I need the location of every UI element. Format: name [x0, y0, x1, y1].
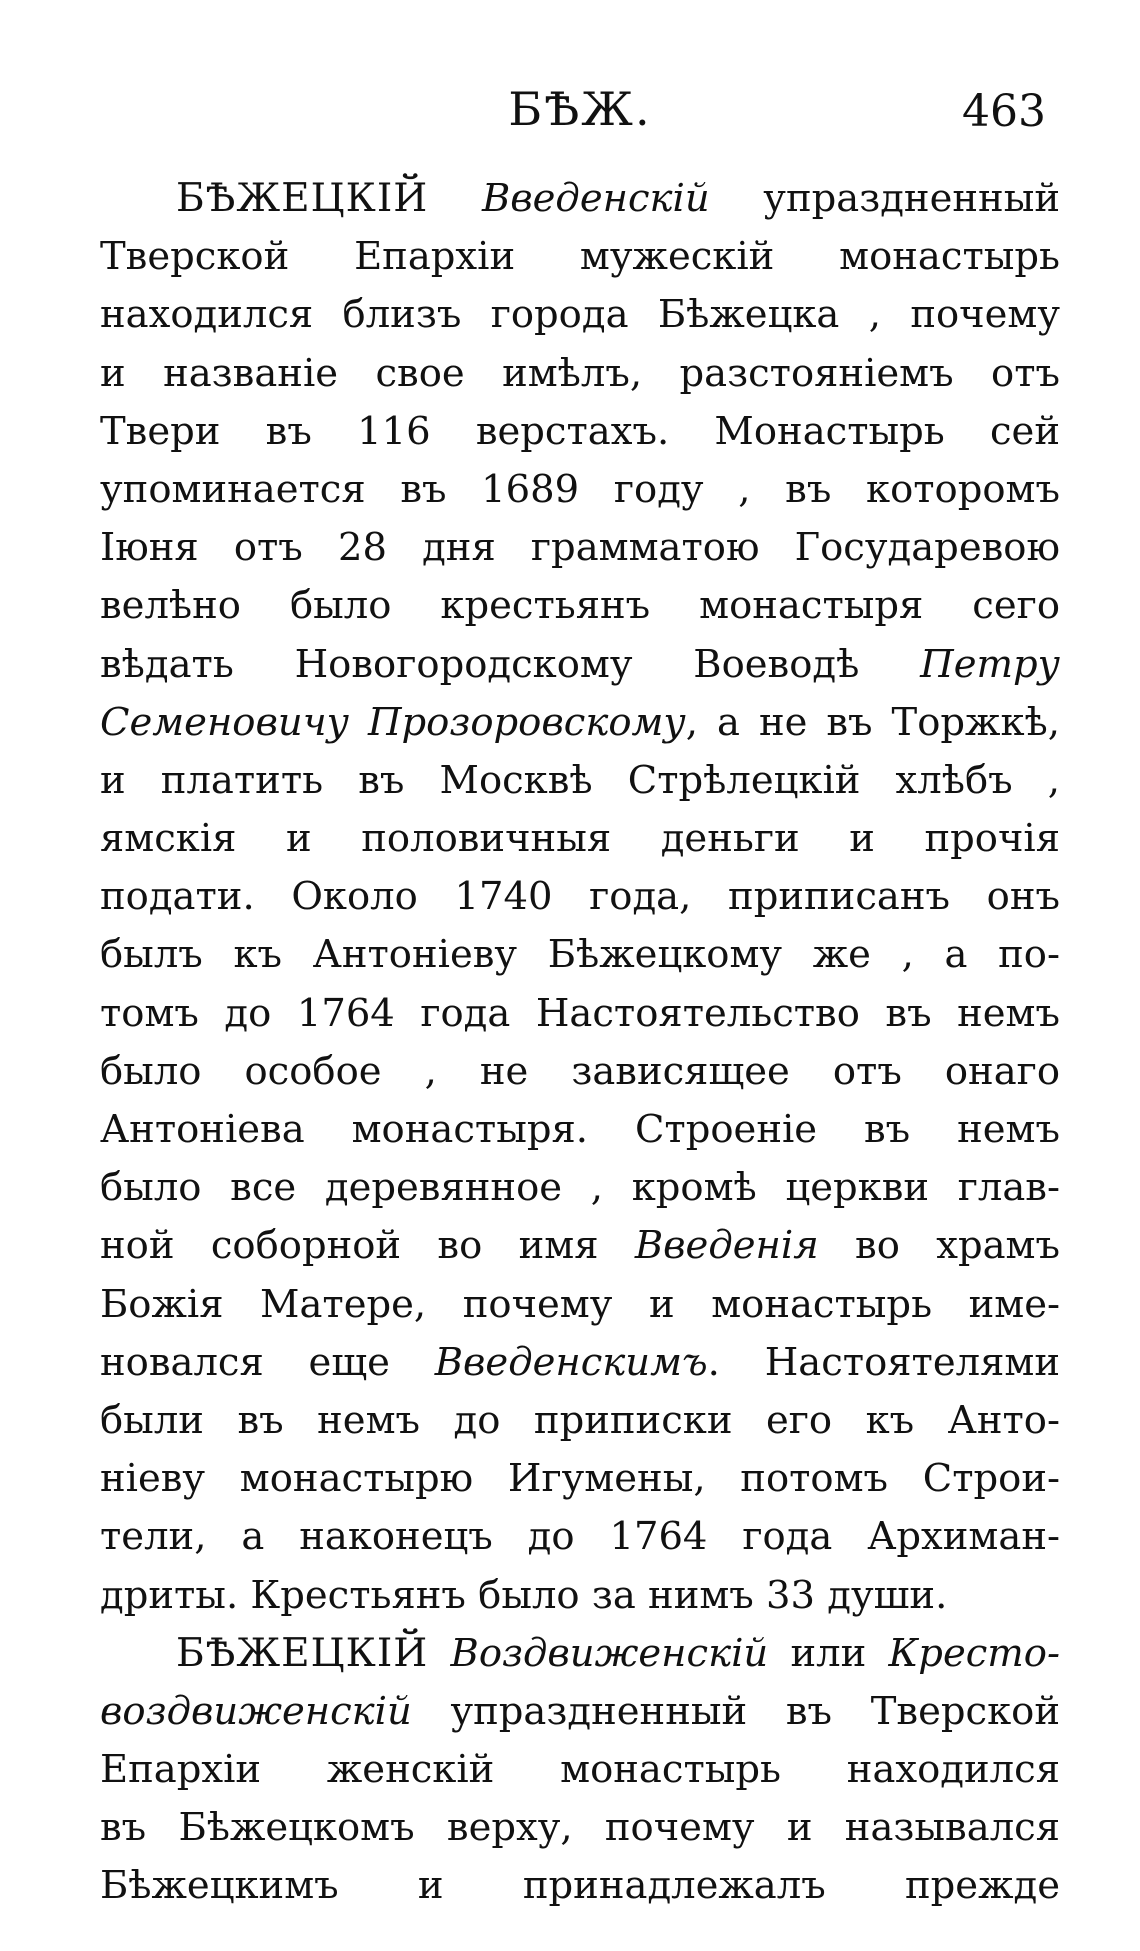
running-head	[100, 82, 1060, 142]
text-segment: упраздненный въ Тверской	[411, 1688, 1060, 1734]
text-line	[100, 810, 1060, 868]
text-segment: подати. Около 1740 года, приписанъ онъ	[100, 874, 1060, 920]
text-segment: или	[768, 1630, 889, 1676]
italic-text: Кресто-	[888, 1630, 1060, 1676]
text-segment: Іюня отъ 28 дня грамматою Государевою	[100, 525, 1060, 571]
text-segment: было все деревянное , кромѣ церкви глав-	[100, 1165, 1060, 1211]
text-segment: находился близъ города Бѣжецка , почему	[100, 292, 1060, 338]
italic-text: Воздвиженскій	[450, 1630, 769, 1676]
text-line	[100, 1625, 1060, 1683]
text-line	[100, 752, 1060, 810]
body-text	[100, 170, 1060, 1916]
text-line	[100, 1857, 1060, 1915]
text-segment: въ Бѣжецкомъ верху, почему и назывался	[100, 1805, 1060, 1851]
italic-text: Семеновичу Прозоровскому	[100, 699, 686, 745]
text-line	[100, 1392, 1060, 1450]
text-segment: упоминается въ 1689 году , въ которомъ	[100, 466, 1060, 512]
text-line	[100, 286, 1060, 344]
italic-text: Введенскимъ	[434, 1339, 708, 1385]
italic-text: Петру	[920, 641, 1060, 687]
text-segment: было особое , не зависящее отъ онаго	[100, 1048, 1060, 1094]
text-segment	[428, 176, 482, 221]
entry-headword: БѢЖЕЦКІЙ	[176, 1630, 429, 1676]
text-line	[100, 1567, 1060, 1625]
text-line	[100, 345, 1060, 403]
italic-text: воздвиженскій	[100, 1688, 412, 1734]
text-line	[100, 403, 1060, 461]
text-segment: и названіе свое имѣлъ, разстояніемъ отъ	[100, 350, 1060, 396]
text-line	[100, 1159, 1060, 1217]
text-line	[100, 1217, 1060, 1275]
text-segment: томъ до 1764 года Настоятельство въ немъ	[100, 990, 1060, 1036]
text-segment: былъ къ Антоніеву Бѣжецкому же , а по-	[100, 932, 1060, 978]
italic-text: Введенія	[634, 1223, 819, 1269]
text-line	[100, 1043, 1060, 1101]
text-segment: вѣдать Новогородскому Воеводѣ	[100, 641, 921, 687]
text-segment: тели, а наконецъ до 1764 года Архиман-	[100, 1514, 1060, 1560]
entry-headword: БѢЖЕЦКІЙ	[176, 176, 429, 221]
text-line	[100, 577, 1060, 635]
text-line	[100, 1334, 1060, 1392]
running-title: БѢЖ.	[508, 82, 652, 136]
text-line	[100, 636, 1060, 694]
text-line	[100, 228, 1060, 286]
text-line	[100, 519, 1060, 577]
text-segment: ніеву монастырю Игумены, потомъ Строи-	[100, 1456, 1060, 1502]
text-line	[100, 985, 1060, 1043]
text-line	[100, 1799, 1060, 1857]
page-number: 463	[962, 86, 1046, 137]
text-line	[100, 926, 1060, 984]
text-line	[100, 1450, 1060, 1508]
text-segment: Бѣжецкимъ и принадлежалъ прежде	[100, 1863, 1060, 1909]
text-line	[100, 1508, 1060, 1566]
text-line	[100, 1741, 1060, 1799]
text-segment: новался еще	[100, 1339, 435, 1385]
text-segment: велѣно было крестьянъ монастыря сего	[100, 583, 1060, 629]
text-segment: Твери въ 116 верстахъ. Монастырь сей	[100, 408, 1060, 454]
text-line	[100, 1101, 1060, 1159]
italic-text: Введенскій	[481, 176, 710, 221]
text-segment: Антоніева монастыря. Строеніе въ немъ	[100, 1107, 1060, 1152]
text-segment: Епархіи женскій монастырь находился	[100, 1747, 1060, 1793]
text-segment: упраздненный	[709, 176, 1060, 221]
text-line	[100, 1276, 1060, 1334]
text-segment: дриты. Крестьянъ было за нимъ 33 души.	[100, 1572, 948, 1618]
text-line	[100, 868, 1060, 926]
text-segment: , а не въ Торжкѣ,	[685, 699, 1060, 745]
text-segment: были въ немъ до приписки его къ Анто-	[100, 1397, 1060, 1443]
text-segment: ной соборной во имя	[100, 1223, 635, 1269]
text-line	[100, 170, 1060, 228]
text-segment: и платить въ Москвѣ Стрѣлецкій хлѣбъ ,	[100, 757, 1060, 803]
text-segment: во храмъ	[818, 1223, 1060, 1269]
text-segment: Тверской Епархіи мужескій монастырь	[100, 234, 1060, 280]
text-segment: Божія Матере, почему и монастырь име-	[100, 1281, 1060, 1327]
text-segment: . Настоятелями	[707, 1339, 1060, 1385]
text-segment	[428, 1631, 450, 1676]
text-line	[100, 1683, 1060, 1741]
entry-paragraph	[100, 170, 1060, 1625]
entry-paragraph	[100, 1625, 1060, 1916]
text-line	[100, 461, 1060, 519]
text-line	[100, 694, 1060, 752]
text-segment: ямскія и половичныя деньги и прочія	[100, 816, 1060, 862]
